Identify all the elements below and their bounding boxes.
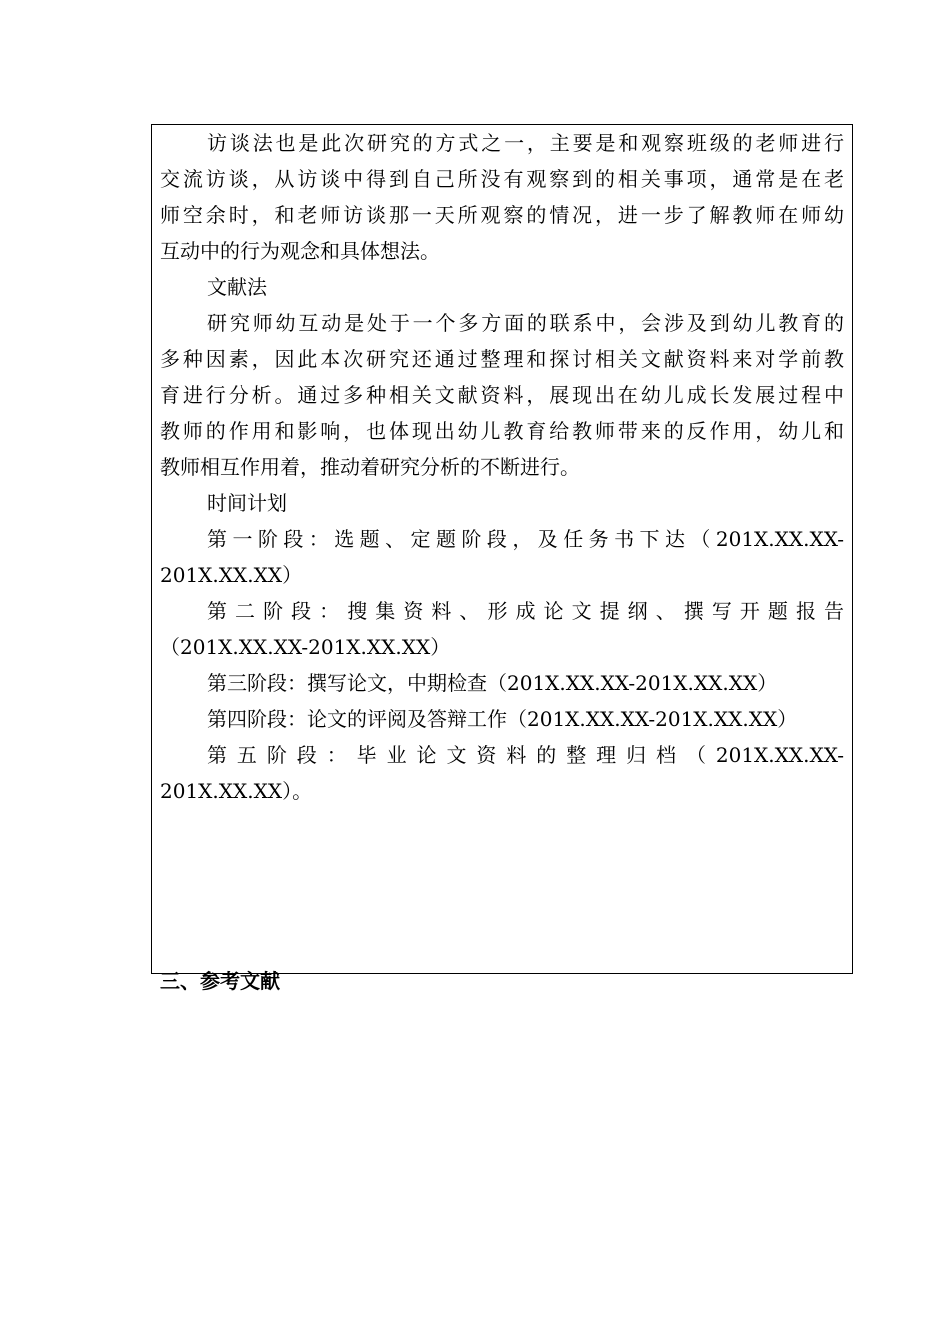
schedule-line: 第一阶段：选题、定题阶段，及任务书下达（201X.XX.XX- bbox=[207, 527, 844, 551]
schedule-line: 201X.XX.XX）。 bbox=[160, 779, 313, 803]
table-cell bbox=[151, 124, 853, 993]
schedule-line: 第四阶段：论文的评阅及答辩工作（201X.XX.XX-201X.XX.XX） bbox=[207, 707, 798, 731]
literature-heading: 文献法 bbox=[207, 275, 267, 299]
schedule-line: 201X.XX.XX） bbox=[160, 563, 303, 587]
literature-paragraph-line: 育进行分析。通过多种相关文献资料，展现出在幼儿成长发展过程中 bbox=[160, 383, 844, 407]
literature-paragraph-line: 研究师幼互动是处于一个多方面的联系中，会涉及到幼儿教育的 bbox=[207, 311, 844, 335]
schedule-line: 第五阶段：毕业论文资料的整理归档（201X.XX.XX- bbox=[207, 743, 844, 767]
interview-paragraph-line: 互动中的行为观念和具体想法。 bbox=[160, 239, 440, 263]
interview-paragraph-line: 交流访谈，从访谈中得到自己所没有观察到的相关事项，通常是在老 bbox=[160, 167, 844, 191]
literature-paragraph-line: 教师相互作用着，推动着研究分析的不断进行。 bbox=[160, 455, 580, 479]
interview-paragraph-line: 师空余时，和老师访谈那一天所观察的情况，进一步了解教师在师幼 bbox=[160, 203, 844, 227]
schedule-line: （201X.XX.XX-201X.XX.XX） bbox=[160, 635, 451, 659]
schedule-line: 第二阶段：搜集资料、形成论文提纲、撰写开题报告 bbox=[207, 599, 844, 623]
references-heading: 三、参考文献 bbox=[160, 969, 280, 993]
interview-paragraph-line: 访谈法也是此次研究的方式之一，主要是和观察班级的老师进行 bbox=[207, 131, 844, 155]
literature-paragraph-line: 多种因素，因此本次研究还通过整理和探讨相关文献资料来对学前教 bbox=[160, 347, 844, 371]
literature-paragraph-line: 教师的作用和影响，也体现出幼儿教育给教师带来的反作用，幼儿和 bbox=[160, 419, 844, 443]
schedule-heading: 时间计划 bbox=[207, 491, 287, 515]
schedule-line: 第三阶段：撰写论文，中期检查（201X.XX.XX-201X.XX.XX） bbox=[207, 671, 778, 695]
